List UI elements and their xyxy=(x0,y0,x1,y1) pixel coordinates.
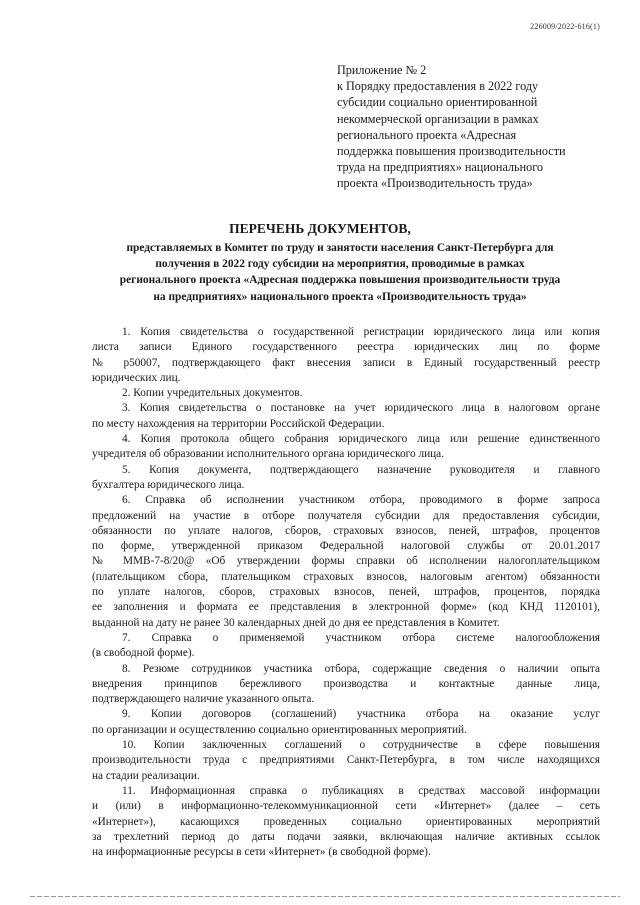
appendix-line: к Порядку предоставления в 2022 году xyxy=(337,79,539,94)
list-item-line: 5. Копия документа, подтверждающего назначение руководителя и главного xyxy=(122,463,600,476)
appendix-line: некоммерческой организации в рамках xyxy=(337,111,539,126)
list-item-line: 3. Копия свидетельства о постановке на учет юридического лица в налоговом органе xyxy=(122,402,600,415)
list-item-line: производительности труда с предприятиями Санкт-Петербурга, в том числе находящихся xyxy=(92,754,600,767)
list-item-line: 10. Копии заключенных соглашений о сотрудничестве в сфере повышения xyxy=(122,739,600,752)
list-item-line: 7. Справка о применяемой участником отбора системе налогообложения xyxy=(122,631,600,644)
list-item-line: по форме, утвержденной приказом Федеральной налоговой службы от 20.01.2017 xyxy=(92,540,600,553)
list-item xyxy=(92,463,600,494)
list-item-line: учредителя об образовании исполнительного органа юридического лица. xyxy=(92,448,445,461)
list-item-line: 2. Копии учредительных документов. xyxy=(122,387,303,400)
appendix-line: поддержка повышения производительности xyxy=(337,144,566,159)
appendix-header xyxy=(337,62,607,192)
list-item-line: (в свободной форме). xyxy=(92,647,195,660)
subtitle-line: на предприятиях» национального проекта «Производительность труда» xyxy=(153,290,527,303)
appendix-line: регионального проекта «Адресная xyxy=(337,127,517,142)
list-item-line: 4. Копия протокола общего собрания юридического лица или решение единственного xyxy=(122,433,600,446)
list-item xyxy=(92,432,600,463)
list-item-line: 6. Справка об исполнении участником отбора, проводимого в форме запроса xyxy=(122,494,600,507)
document-subtitle xyxy=(90,240,590,305)
list-item-line: на стадии реализации. xyxy=(92,769,200,782)
list-item-line: (плательщиком сбора, плательщиком страховых взносов, налоговым агентом) обязанности xyxy=(92,570,600,583)
list-item-line: на информационные ресурсы в сети «Интернет» (в свободной форме). xyxy=(92,846,431,859)
appendix-line: субсидии социально ориентированной xyxy=(337,95,538,110)
list-item-line: предложений на участие в отборе получателя субсидии для предоставления субсидии, xyxy=(92,509,600,522)
list-item xyxy=(92,631,600,662)
list-item-line: внедрения принципов бережливого производства и контактные данные лица, xyxy=(92,677,600,690)
documents-list xyxy=(92,325,600,860)
list-item-line: по организации и осуществлению социально ориентированных мероприятий. xyxy=(92,723,467,736)
list-item-line: № ММВ-7-8/20@ «Об утверждении формы справки об исполнении налогоплательщиком xyxy=(92,555,600,568)
subtitle-line: регионального проекта «Адресная поддержка повышения производительности труда xyxy=(119,274,561,287)
list-item-line: за трехлетний период до даты подачи заявки, включающая наличие активных ссылок xyxy=(92,830,600,843)
list-item-line: по уплате налогов, сборов, страховых взносов, пеней, штрафов, процентов, порядка xyxy=(92,586,600,599)
subtitle-line: представляемых в Комитет по труду и занятости населения Санкт-Петербурга для xyxy=(126,242,554,254)
list-item-line: подтверждающего наличие указанного опыта. xyxy=(92,693,315,706)
list-item xyxy=(92,784,600,860)
list-item-line: листа записи Единого государственного реестра юридических лиц по форме xyxy=(92,341,600,354)
list-item-line: бухгалтера юридического лица. xyxy=(92,478,245,491)
document-registration-number: 226009/2022-616(1) xyxy=(530,22,600,31)
appendix-line: проекта «Производительность труда» xyxy=(337,176,533,191)
document-title: ПЕРЕЧЕНЬ ДОКУМЕНТОВ, xyxy=(229,221,411,236)
list-item xyxy=(92,386,600,401)
list-item-line: № р50007, подтверждающего факт внесения записи в Единый государственный реестр xyxy=(92,356,600,369)
list-item-line: обязанности по уплате налогов, сборов, страховых взносов, пеней, штрафов, процентов xyxy=(92,524,600,537)
list-item-line: выданной на дату не ранее 30 календарных дней до дня ее представления в Комитет. xyxy=(92,616,500,629)
list-item-line: 11. Информационная справка о публикациях в средствах массовой информации xyxy=(122,784,600,797)
list-item-line: юридических лиц. xyxy=(92,371,181,384)
list-item xyxy=(92,707,600,738)
list-item-line: 9. Копии договоров (соглашений) участника отбора на оказание услуг xyxy=(122,708,600,721)
list-item xyxy=(92,662,600,708)
subtitle-line: получения в 2022 году субсидии на мероприятия, проводимые в рамках xyxy=(155,258,525,271)
list-item-line: 8. Резюме сотрудников участника отбора, содержащие сведения о наличии опыта xyxy=(122,662,600,675)
list-item xyxy=(92,493,600,631)
list-item-line: ее заполнения и формата ее представления в электронной форме» (код КНД 1120101), xyxy=(92,601,600,614)
list-item-line: по месту нахождения на территории Российской Федерации. xyxy=(92,417,385,430)
appendix-line: Приложение № 2 xyxy=(337,63,427,77)
list-item xyxy=(92,325,600,386)
list-item-line: 1. Копия свидетельства о государственной регистрации юридического лица или копия xyxy=(122,326,600,338)
scan-edge-line xyxy=(30,896,620,897)
list-item xyxy=(92,738,600,784)
list-item xyxy=(92,401,600,432)
appendix-line: труда на предприятиях» национального xyxy=(337,160,544,175)
list-item-line: «Интернет»), касающихся проведенных социально ориентированных мероприятий xyxy=(92,815,600,828)
list-item-line: и (или) в информационно-телекоммуникационной сети «Интернет» (далее – сеть xyxy=(92,800,600,813)
